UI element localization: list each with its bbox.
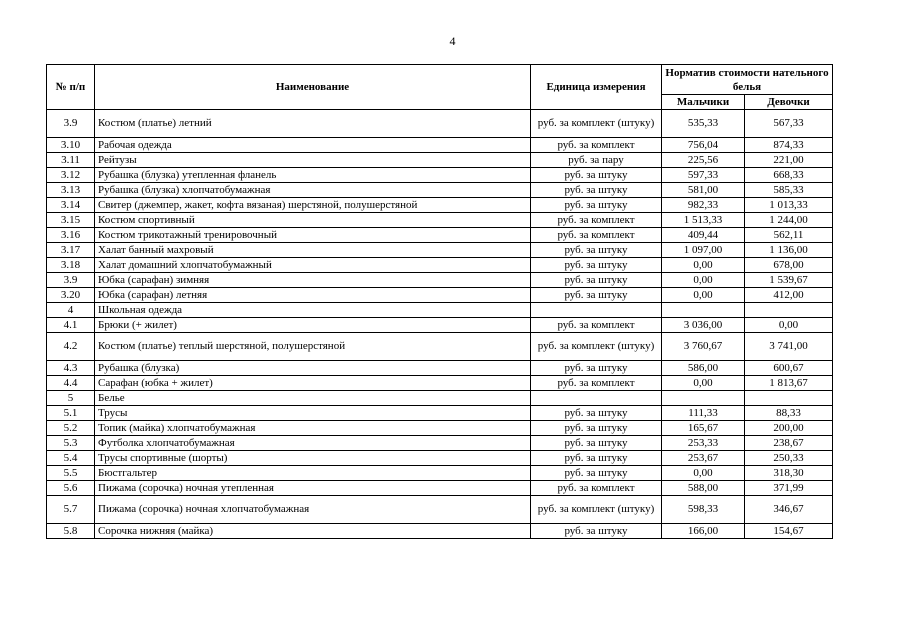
row-girls: 874,33: [745, 138, 833, 153]
row-boys: 225,56: [662, 153, 745, 168]
row-unit: руб. за комплект: [531, 481, 662, 496]
row-unit: руб. за комплект: [531, 376, 662, 391]
row-name: Рубашка (блузка) утепленная фланель: [95, 168, 531, 183]
row-unit: руб. за комплект (штуку): [531, 333, 662, 361]
header-name: Наименование: [95, 65, 531, 110]
row-num: 4.1: [47, 318, 95, 333]
header-boys: Мальчики: [662, 95, 745, 110]
row-num: 5.8: [47, 524, 95, 539]
row-boys: 0,00: [662, 376, 745, 391]
row-girls: 0,00: [745, 318, 833, 333]
row-num: 5.3: [47, 436, 95, 451]
row-boys: 581,00: [662, 183, 745, 198]
table-row: [47, 198, 833, 213]
row-unit: руб. за штуку: [531, 451, 662, 466]
row-num: 5.7: [47, 496, 95, 524]
row-num: 3.9: [47, 110, 95, 138]
row-boys: 597,33: [662, 168, 745, 183]
table-row: [47, 391, 833, 406]
row-boys: 0,00: [662, 258, 745, 273]
table-row: [47, 466, 833, 481]
row-boys: 111,33: [662, 406, 745, 421]
row-name: Футболка хлопчатобумажная: [95, 436, 531, 451]
row-boys: 253,67: [662, 451, 745, 466]
row-name: Халат банный махровый: [95, 243, 531, 258]
page-number: 4: [449, 34, 456, 48]
row-boys: 598,33: [662, 496, 745, 524]
table-row: [47, 361, 833, 376]
row-name: Рейтузы: [95, 153, 531, 168]
row-unit: руб. за штуку: [531, 361, 662, 376]
row-name: Школьная одежда: [95, 303, 531, 318]
row-name: Юбка (сарафан) зимняя: [95, 273, 531, 288]
row-unit: руб. за штуку: [531, 243, 662, 258]
norms-table: [46, 64, 833, 539]
row-name: Халат домашний хлопчатобумажный: [95, 258, 531, 273]
row-name: Сарафан (юбка + жилет): [95, 376, 531, 391]
row-name: Костюм трикотажный тренировочный: [95, 228, 531, 243]
table-row: [47, 451, 833, 466]
row-name: Рубашка (блузка) хлопчатобумажная: [95, 183, 531, 198]
row-girls: 600,67: [745, 361, 833, 376]
row-boys: [662, 391, 745, 406]
row-name: Пижама (сорочка) ночная утепленная: [95, 481, 531, 496]
row-boys: 982,33: [662, 198, 745, 213]
row-girls: 221,00: [745, 153, 833, 168]
table-row: [47, 183, 833, 198]
row-boys: 0,00: [662, 288, 745, 303]
row-unit: руб. за штуку: [531, 198, 662, 213]
row-girls: 668,33: [745, 168, 833, 183]
row-girls: 154,67: [745, 524, 833, 539]
table-row: [47, 273, 833, 288]
row-num: 3.17: [47, 243, 95, 258]
row-girls: [745, 303, 833, 318]
row-num: 4.2: [47, 333, 95, 361]
header-num: № п/п: [47, 65, 95, 110]
row-name: Костюм (платье) летний: [95, 110, 531, 138]
row-unit: руб. за штуку: [531, 466, 662, 481]
row-name: Рабочая одежда: [95, 138, 531, 153]
row-unit: руб. за пару: [531, 153, 662, 168]
row-boys: 165,67: [662, 421, 745, 436]
row-unit: руб. за штуку: [531, 406, 662, 421]
row-unit: руб. за комплект (штуку): [531, 496, 662, 524]
row-boys: 535,33: [662, 110, 745, 138]
row-boys: 0,00: [662, 466, 745, 481]
row-name: Топик (майка) хлопчатобумажная: [95, 421, 531, 436]
row-girls: 1 244,00: [745, 213, 833, 228]
table-row: [47, 168, 833, 183]
row-unit: руб. за штуку: [531, 288, 662, 303]
table-row: [47, 213, 833, 228]
row-boys: 1 513,33: [662, 213, 745, 228]
row-girls: [745, 391, 833, 406]
table-row: [47, 318, 833, 333]
row-girls: 1 539,67: [745, 273, 833, 288]
row-girls: 412,00: [745, 288, 833, 303]
table-row: [47, 110, 833, 138]
row-num: 5.5: [47, 466, 95, 481]
row-boys: 586,00: [662, 361, 745, 376]
row-unit: [531, 391, 662, 406]
row-boys: 166,00: [662, 524, 745, 539]
row-num: 3.15: [47, 213, 95, 228]
row-unit: руб. за штуку: [531, 183, 662, 198]
row-num: 3.18: [47, 258, 95, 273]
table-row: [47, 496, 833, 524]
row-boys: 756,04: [662, 138, 745, 153]
row-unit: руб. за штуку: [531, 421, 662, 436]
row-num: 4: [47, 303, 95, 318]
row-name: Белье: [95, 391, 531, 406]
table-row: [47, 153, 833, 168]
row-name: Брюки (+ жилет): [95, 318, 531, 333]
row-num: 3.12: [47, 168, 95, 183]
row-num: 3.20: [47, 288, 95, 303]
row-girls: 238,67: [745, 436, 833, 451]
row-num: 3.13: [47, 183, 95, 198]
row-unit: руб. за штуку: [531, 168, 662, 183]
row-girls: 3 741,00: [745, 333, 833, 361]
table-row: [47, 421, 833, 436]
row-girls: 371,99: [745, 481, 833, 496]
row-boys: 409,44: [662, 228, 745, 243]
row-unit: руб. за штуку: [531, 436, 662, 451]
row-boys: 588,00: [662, 481, 745, 496]
row-num: 5.1: [47, 406, 95, 421]
row-girls: 318,30: [745, 466, 833, 481]
row-num: 5.6: [47, 481, 95, 496]
row-unit: руб. за комплект: [531, 213, 662, 228]
header-unit: Единица измерения: [531, 65, 662, 110]
row-boys: 253,33: [662, 436, 745, 451]
row-num: 5.2: [47, 421, 95, 436]
row-unit: руб. за комплект: [531, 318, 662, 333]
row-unit: руб. за штуку: [531, 258, 662, 273]
row-boys: 1 097,00: [662, 243, 745, 258]
table-row: [47, 524, 833, 539]
row-num: 3.14: [47, 198, 95, 213]
row-unit: руб. за комплект: [531, 138, 662, 153]
table-row: [47, 376, 833, 391]
row-num: 3.10: [47, 138, 95, 153]
row-name: Сорочка нижняя (майка): [95, 524, 531, 539]
table-row: [47, 436, 833, 451]
row-name: Рубашка (блузка): [95, 361, 531, 376]
header-girls: Девочки: [745, 95, 833, 110]
table-row: [47, 138, 833, 153]
table-body: [47, 110, 833, 539]
row-name: Трусы: [95, 406, 531, 421]
row-name: Трусы спортивные (шорты): [95, 451, 531, 466]
row-name: Юбка (сарафан) летняя: [95, 288, 531, 303]
row-unit: руб. за штуку: [531, 273, 662, 288]
row-num: 4.4: [47, 376, 95, 391]
row-girls: 1 136,00: [745, 243, 833, 258]
row-girls: 562,11: [745, 228, 833, 243]
row-name: Пижама (сорочка) ночная хлопчатобумажная: [95, 496, 531, 524]
row-num: 5.4: [47, 451, 95, 466]
header-norm: Норматив стоимости нательного белья: [662, 65, 833, 95]
row-unit: руб. за комплект: [531, 228, 662, 243]
row-name: Свитер (джемпер, жакет, кофта вязаная) шерстяной, полушерстяной: [95, 198, 531, 213]
row-name: Бюстгальтер: [95, 466, 531, 481]
row-girls: 585,33: [745, 183, 833, 198]
row-girls: 250,33: [745, 451, 833, 466]
row-num: 3.9: [47, 273, 95, 288]
row-num: 4.3: [47, 361, 95, 376]
row-girls: 88,33: [745, 406, 833, 421]
row-name: Костюм спортивный: [95, 213, 531, 228]
table-row: [47, 481, 833, 496]
row-girls: 567,33: [745, 110, 833, 138]
row-num: 5: [47, 391, 95, 406]
table-row: [47, 406, 833, 421]
table-row: [47, 333, 833, 361]
row-boys: 3 036,00: [662, 318, 745, 333]
row-boys: 0,00: [662, 273, 745, 288]
row-num: 3.11: [47, 153, 95, 168]
row-boys: 3 760,67: [662, 333, 745, 361]
row-unit: руб. за штуку: [531, 524, 662, 539]
table-row: [47, 288, 833, 303]
row-girls: 346,67: [745, 496, 833, 524]
row-unit: [531, 303, 662, 318]
table-row: [47, 303, 833, 318]
table-row: [47, 243, 833, 258]
row-unit: руб. за комплект (штуку): [531, 110, 662, 138]
row-boys: [662, 303, 745, 318]
table-row: [47, 258, 833, 273]
row-girls: 200,00: [745, 421, 833, 436]
row-girls: 1 813,67: [745, 376, 833, 391]
row-name: Костюм (платье) теплый шерстяной, полушерстяной: [95, 333, 531, 361]
table-row: [47, 228, 833, 243]
row-num: 3.16: [47, 228, 95, 243]
row-girls: 678,00: [745, 258, 833, 273]
row-girls: 1 013,33: [745, 198, 833, 213]
